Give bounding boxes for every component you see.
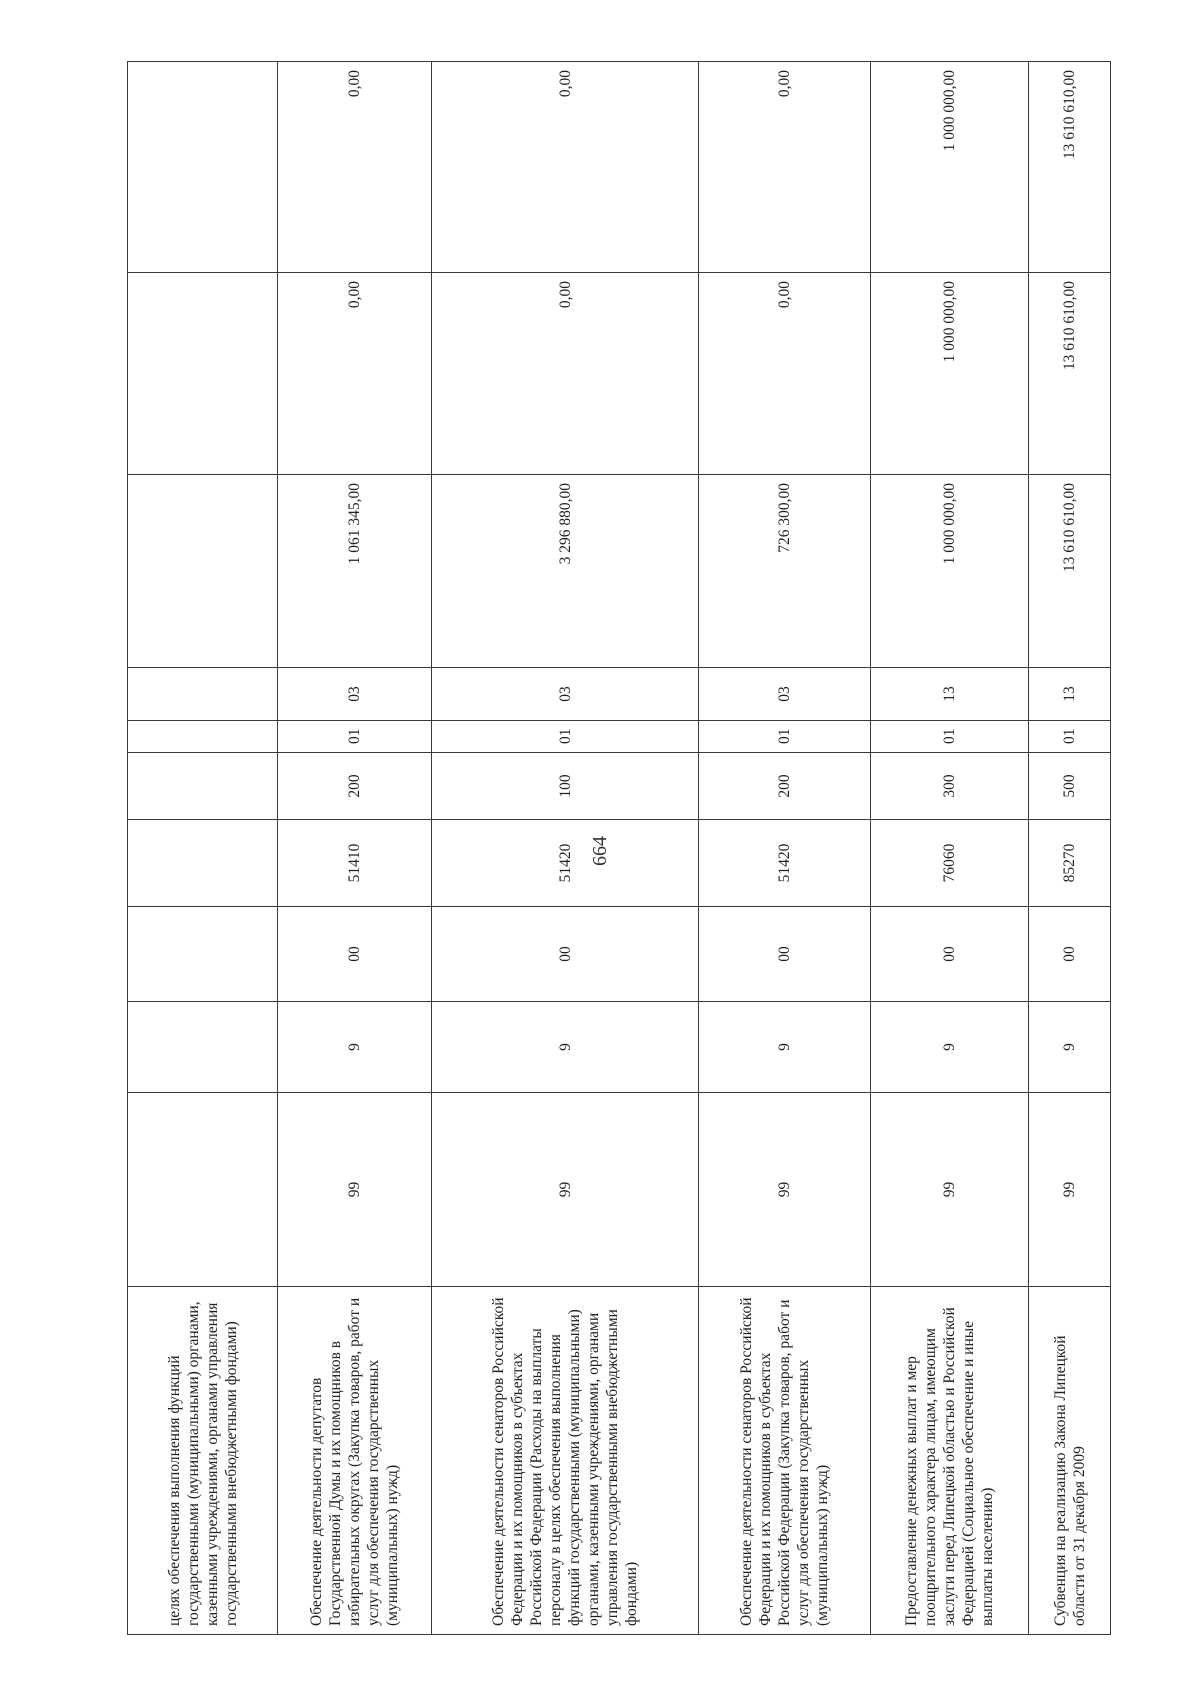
row-description: Предоставление денежных выплат и мер поощрительного характера лицам, имеющим заслуги перед Липецкой областью и Российской Федерацией (Социальное обеспечение и иные выплаты населению) <box>871 1287 1029 1635</box>
table-row <box>1029 62 1111 1635</box>
section-code: 01 <box>699 721 871 753</box>
subsection-code: 13 <box>871 668 1029 721</box>
subsection-code: 03 <box>699 668 871 721</box>
amount-year-2: 13 610 610,00 <box>1029 273 1111 475</box>
table-row <box>432 62 699 1635</box>
subprogram-code: 9 <box>278 1002 432 1093</box>
row-description: Субвенция на реализацию Закона Липецкой области от 31 декабря 2009 <box>1029 1287 1111 1635</box>
main-event-code: 00 <box>432 907 699 1002</box>
expense-type-code: 300 <box>871 753 1029 820</box>
main-event-code: 00 <box>1029 907 1111 1002</box>
amount-year-3: 1 000 000,00 <box>871 62 1029 273</box>
page-number: 664 <box>589 836 611 866</box>
subsection-code: 03 <box>278 668 432 721</box>
direction-code: 76060 <box>871 820 1029 907</box>
expense-type-code: 500 <box>1029 753 1111 820</box>
amount-year-3: 0,00 <box>432 62 699 273</box>
subsection-code <box>128 668 278 721</box>
subprogram-code: 9 <box>871 1002 1029 1093</box>
section-code: 01 <box>1029 721 1111 753</box>
budget-table <box>127 61 1111 1635</box>
amount-year-2: 0,00 <box>699 273 871 475</box>
table-row <box>278 62 432 1635</box>
section-code: 01 <box>278 721 432 753</box>
amount-year-3: 13 610 610,00 <box>1029 62 1111 273</box>
subprogram-code: 9 <box>699 1002 871 1093</box>
row-description: Обеспечение деятельности сенаторов Российской Федерации и их помощников в субъектах Российской Федерации (Расходы на выплаты персоналу в целях обеспечения выполнения функций государственными (муниципальными) органами, казенными учреждениями, органами управления государственными внебюджетными фондами) <box>432 1287 699 1635</box>
amount-year-1: 1 061 345,00 <box>278 475 432 668</box>
amount-year-1: 13 610 610,00 <box>1029 475 1111 668</box>
budget-table-rotated <box>127 62 1110 1635</box>
section-code <box>128 721 278 753</box>
section-code: 01 <box>871 721 1029 753</box>
amount-year-2: 0,00 <box>432 273 699 475</box>
section-code: 01 <box>432 721 699 753</box>
direction-code: 85270 <box>1029 820 1111 907</box>
program-code: 99 <box>432 1093 699 1287</box>
amount-year-3: 0,00 <box>699 62 871 273</box>
subsection-code: 03 <box>432 668 699 721</box>
table-row <box>871 62 1029 1635</box>
amount-year-2: 0,00 <box>278 273 432 475</box>
row-description: Обеспечение деятельности сенаторов Российской Федерации и их помощников в субъектах Российской Федерации (Закупка товаров, работ и услуг для обеспечения государственных (муниципальных) нужд) <box>699 1287 871 1635</box>
row-description: целях обеспечения выполнения функций государственными (муниципальными) органами, казенными учреждениями, органами управления государственными внебюджетными фондами) <box>128 1287 278 1635</box>
main-event-code <box>128 907 278 1002</box>
program-code: 99 <box>1029 1093 1111 1287</box>
subprogram-code: 9 <box>432 1002 699 1093</box>
amount-year-3 <box>128 62 278 273</box>
expense-type-code <box>128 753 278 820</box>
direction-code <box>128 820 278 907</box>
row-description: Обеспечение деятельности депутатов Государственной Думы и их помощников в избирательных округах (Закупка товаров, работ и услуг для обеспечения государственных (муниципальных) нужд) <box>278 1287 432 1635</box>
main-event-code: 00 <box>278 907 432 1002</box>
direction-code: 51410 <box>278 820 432 907</box>
expense-type-code: 200 <box>699 753 871 820</box>
amount-year-2 <box>128 273 278 475</box>
expense-type-code: 200 <box>278 753 432 820</box>
program-code: 99 <box>871 1093 1029 1287</box>
subprogram-code: 9 <box>1029 1002 1111 1093</box>
table-row <box>128 62 278 1635</box>
main-event-code: 00 <box>871 907 1029 1002</box>
subprogram-code <box>128 1002 278 1093</box>
amount-year-1: 3 296 880,00 <box>432 475 699 668</box>
program-code: 99 <box>699 1093 871 1287</box>
program-code <box>128 1093 278 1287</box>
table-row <box>699 62 871 1635</box>
amount-year-2: 1 000 000,00 <box>871 273 1029 475</box>
expense-type-code: 100 <box>432 753 699 820</box>
direction-code: 51420 <box>432 820 699 907</box>
amount-year-3: 0,00 <box>278 62 432 273</box>
subsection-code: 13 <box>1029 668 1111 721</box>
main-event-code: 00 <box>699 907 871 1002</box>
amount-year-1: 1 000 000,00 <box>871 475 1029 668</box>
amount-year-1 <box>128 475 278 668</box>
amount-year-1: 726 300,00 <box>699 475 871 668</box>
program-code: 99 <box>278 1093 432 1287</box>
direction-code: 51420 <box>699 820 871 907</box>
